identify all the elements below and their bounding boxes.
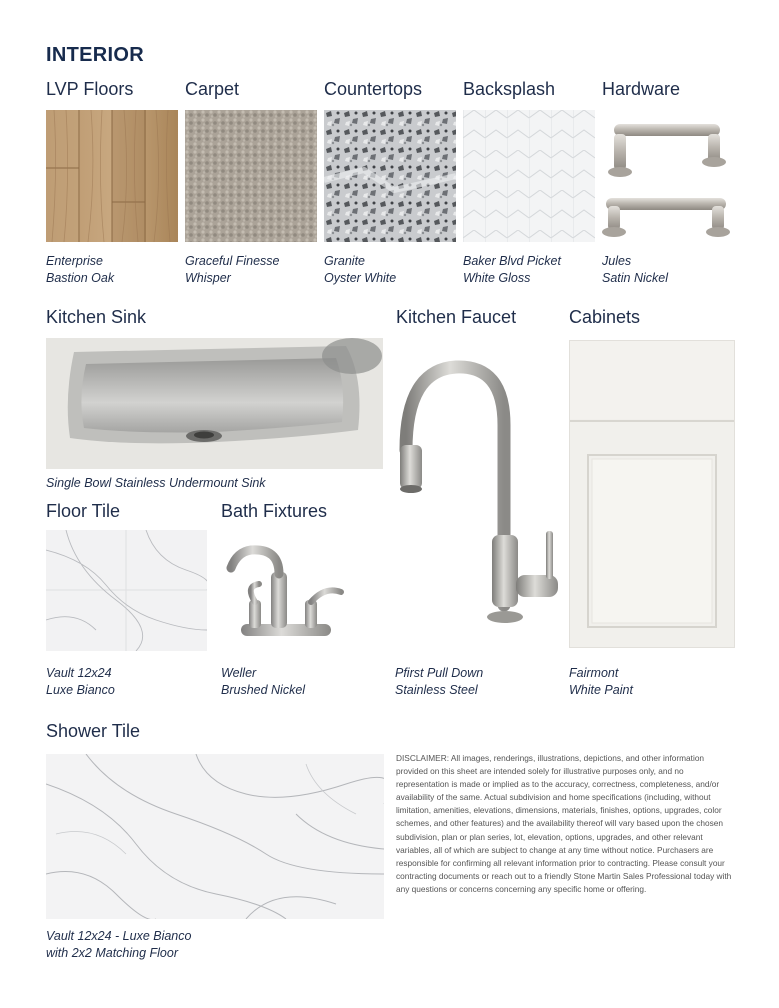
lvp-floors-heading: LVP Floors — [46, 79, 134, 99]
floor-tile-heading: Floor Tile — [46, 501, 121, 521]
cabinet-pull-photo — [600, 110, 735, 242]
kitchen-sink-photo — [46, 338, 383, 469]
backsplash-caption: Baker Blvd Picket White Gloss — [463, 254, 561, 285]
page-title: INTERIOR — [46, 44, 144, 66]
hardware-heading: Hardware — [602, 79, 681, 99]
countertops-caption: Granite Oyster White — [324, 254, 397, 285]
shower-tile-caption: Vault 12x24 - Luxe Bianco with 2x2 Matching Floor — [46, 929, 192, 960]
cabinet-door-swatch — [569, 340, 735, 648]
cabinets-caption: Fairmont White Paint — [569, 666, 633, 697]
bath-fixtures-heading: Bath Fixtures — [221, 501, 328, 521]
picket-tile-swatch — [463, 110, 595, 242]
countertops-heading: Countertops — [324, 79, 423, 99]
shower-tile-heading: Shower Tile — [46, 721, 141, 741]
shower-tile-swatch — [46, 754, 384, 919]
granite-swatch — [324, 110, 456, 242]
disclaimer-text: DISCLAIMER: All images, renderings, illustrations, depictions, and other information provided on this sheet are intended solely for illustrative purposes only, and no representation is made or implied as to the accuracy, correctness, completeness, and/or availability of the same. Actual subdivision and home specifications (including, without limitation, amenities, elevations, dimensions, materials, finishes, options, upgrades, color schemes, and other features) and the availability thereof will vary based upon the chosen subdivision, plan or plan series, lot, elevation, options, upgrades, and other relevant variables, all of which are subject to change at any time without notice. Purchasers are responsible for confirming all relevant information prior to contracting. Please consult your contracting documents or reach out to a friendly Stone Martin Sales Professional today with any questions or concerns concerning any specific home or offering. — [396, 753, 732, 894]
kitchen-sink-caption: Single Bowl Stainless Undermount Sink — [46, 476, 266, 490]
lvp-floors-caption: Enterprise Bastion Oak — [46, 254, 115, 285]
kitchen-faucet-photo — [386, 355, 562, 630]
bath-fixtures-caption: Weller Brushed Nickel — [221, 666, 306, 697]
wood-plank-swatch — [46, 110, 178, 242]
carpet-heading: Carpet — [185, 79, 240, 99]
hardware-caption: Jules Satin Nickel — [602, 254, 668, 285]
kitchen-faucet-heading: Kitchen Faucet — [396, 307, 517, 327]
cabinets-heading: Cabinets — [569, 307, 641, 327]
kitchen-sink-heading: Kitchen Sink — [46, 307, 147, 327]
floor-tile-caption: Vault 12x24 Luxe Bianco — [46, 666, 115, 697]
backsplash-heading: Backsplash — [463, 79, 556, 99]
carpet-swatch — [185, 110, 317, 242]
bath-faucet-photo — [221, 540, 345, 646]
carpet-caption: Graceful Finesse Whisper — [185, 254, 280, 285]
kitchen-faucet-caption: Pfirst Pull Down Stainless Steel — [395, 666, 484, 697]
floor-tile-swatch — [46, 530, 207, 651]
